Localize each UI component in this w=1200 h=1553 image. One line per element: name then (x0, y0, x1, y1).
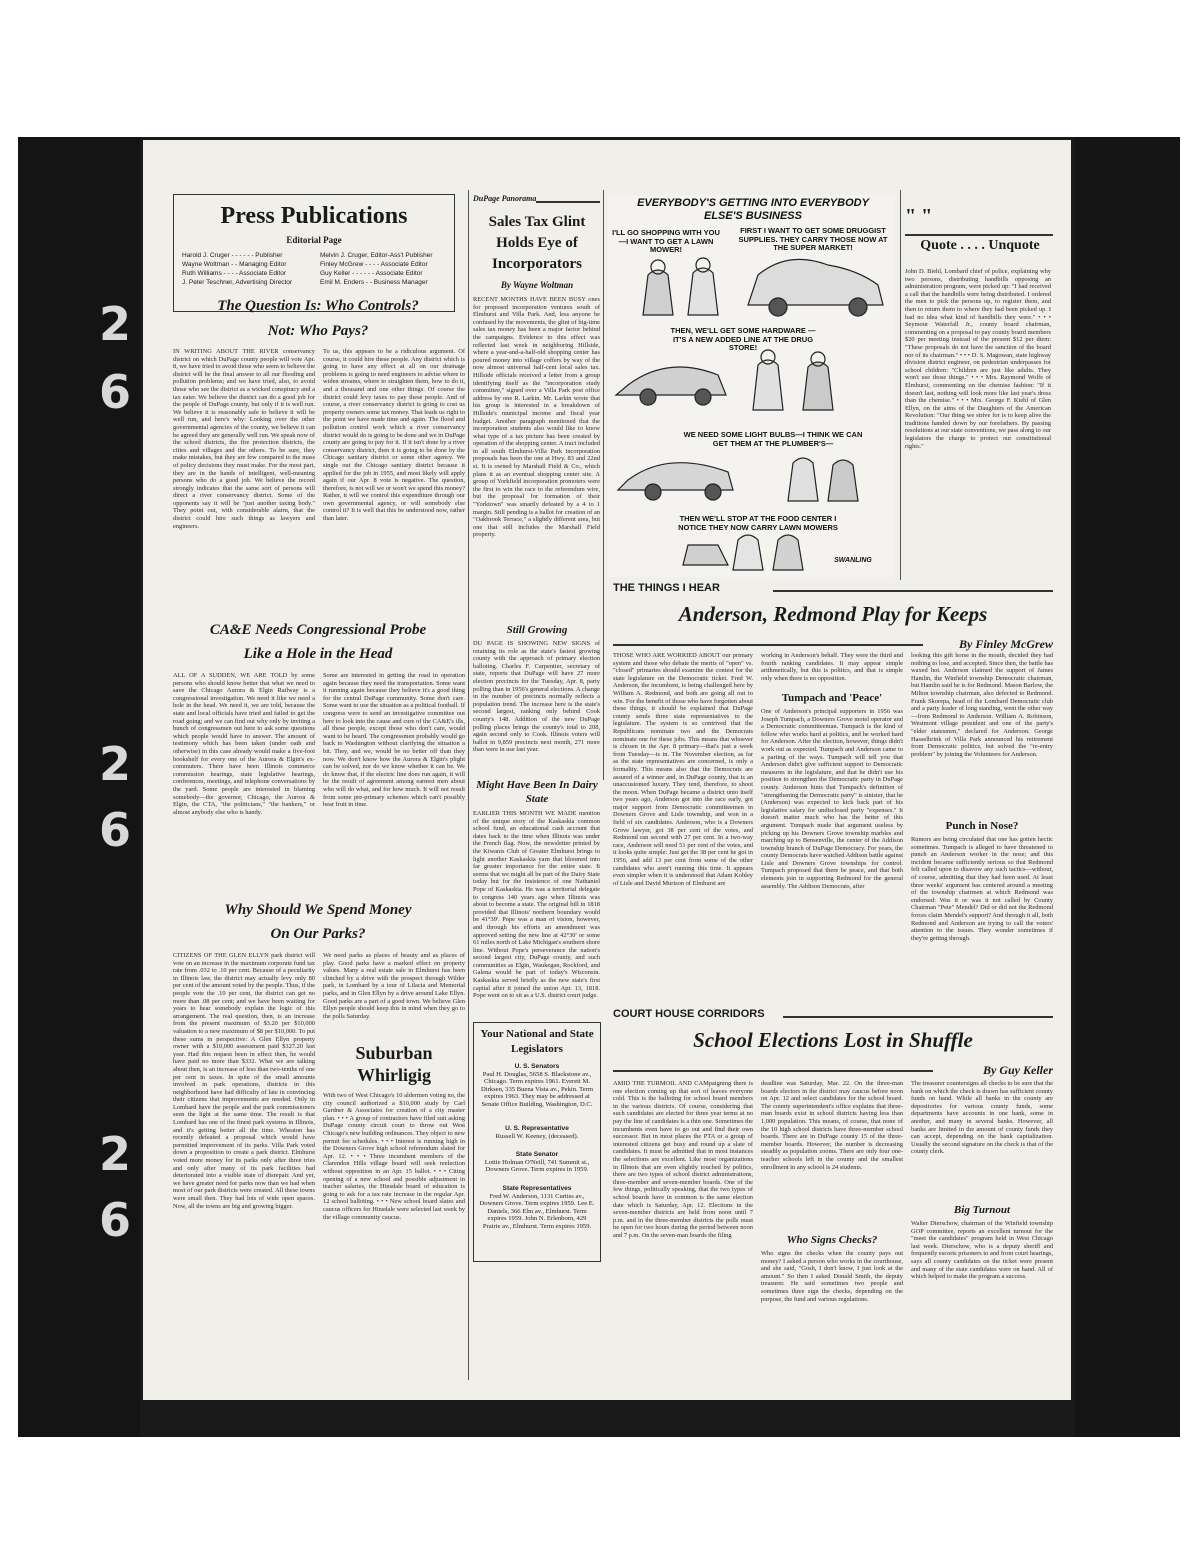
staff-entry: Ruth Williams - - - - Associate Editor (182, 270, 287, 277)
column-text: Walter Dierschow, chairman of the Winfield township GOP committee, reports an excellent turnout for the "meet the candidates" program held in West Chicago last week. Dierschow, who is a deputy sheriff and frequently escorts prisoners to and from court hearings, says all county candidates on the ticket were present and many of the state candidates were on hand. All of which helped to make the program a success. (911, 1220, 1053, 1281)
cartoon-balloon: WE NEED SOME LIGHT BULBS—I THINK WE CAN GET THEM AT THE PLUMBER'S— (683, 430, 863, 448)
editorial-headline: The Question Is: Who Controls? (217, 298, 419, 314)
editorial-headline: On Our Parks? (270, 926, 366, 942)
legislator-section (478, 1151, 596, 1174)
section-label: COURT HOUSE CORRIDORS (613, 1008, 765, 1020)
legislator-heading: U. S. Senators (514, 1063, 560, 1070)
column-text: AMID THE TURMOIL AND CAMpaigning there is one election coming up that sort of leaves everyone cold. This is the balloting for school board members in the various districts. Of course, considering that such candidates are elected for three year terms at no pay the line of candidates is a thin one. Sometimes the incumbents even have to go out and find their own successor. But in most places the PTA or a group of interested citizens get busy and round up a slate of candidates. It must be admitted that in most instances the selections are excellent. Like most organizations in Illinois that are even slightly touched by politics, there are two types of school district administrations, three-member and seven-member boards. One of the few things, politically speaking, that the two types of school boards have in common is the same election date which is Saturday, Apr. 12. Elections in the seven-member districts are held from noon until 7 p.m. and in the three-member districts the polls must be open for two hours during the period between noon and 7 p.m. On the seven-man boards the filing (613, 1080, 753, 1239)
column-headline: School Elections Lost in Shuffle (693, 1028, 973, 1052)
column-rule (900, 190, 901, 580)
whirligig-column: With two of West Chicago's 10 aldermen voting no, the city council authorized a $10,000 study by Carl Gardner & Associates for creation of a city master plan. • • • A group of contractors have filed suit asking DuPage county circuit court to throw out West Chicago's new building ordinances. They object to new permit fee schedules. • • • Interest is running high in the Downers Grove high school referendum slated for Apr. 12. • • • Three incumbent members of the Clarendon Hills village board will seek reelection without opposition in an Apr. 15 ballot. • • • Citing opening of a new school and possible adjustment in teacher salaries, the Hinsdale board of education is going to ask for a tax rate increase in the regular Apr. 12 school balloting. • • • New school board slates and caucus officers for Hinsdale were selected last week by the village community caucus. (323, 1092, 465, 1221)
column-rule (603, 190, 604, 780)
editorial-column: CITIZENS OF THE GLEN ELLYN park district will vote on an increase in the maximum corporate fund tax rate from .032 to .10 per cent. Because of a peculiarity in Illinois law, the district may actually levy only 80 per cent of the amount voted by the people. Thus, if the people vote the .10 per cent, the district can get no more than .08 per cent; and we have been waiting for years to hear somebody explain the logic of this arrangement. The real question, then, is an increase from the present maximum of $3.20 per $10,000 valuation to a new maximum of $8 per $10,000. To put these sums in perspective: A Glen Ellyn property owner with a $10,000 assessment paid $327.20 last year. Had this request been in effect then, he would have paid no more than $332. What we are talking about then, is an increase of less than two-tenths of one per cent in taxes. In spite of the small amounts involved in park operations, districts in this neighborhood have had difficulty of late in convincing their citizens that improvements are needed. Only in Lombard have the people and the park commissioners seen the light at the same time. The result is that Lombard has one of the finest park systems in Illinois, and it's getting better all the time. Wheaton has recently defeated a proposal which would have permitted improvement of its parks. Villa Park voted down a proposition to create a park district. Elmhurst voted more money for its parks only after three tries and only after many of its park facilities had deteriorated into a visible state of disrepair. And yet, we have greater need for parks now than we had when most of our park districts were created. All these towns were small then. They had lots of wide open spaces. Now, all the towns are big and growing bigger. (173, 952, 315, 1210)
legislator-section (478, 1063, 596, 1109)
column-subhead: Tumpach and 'Peace' (781, 692, 883, 704)
panorama-headline: Sales Tax Glint Holds Eye of Incorporators (488, 214, 586, 272)
column-subhead: Big Turnout (953, 1204, 1011, 1216)
cartoon-balloon: FIRST I WANT TO GET SOME DRUGGIST SUPPLIES. THEY CARRY THOSE NOW AT THE SUPER MARKET! (738, 226, 888, 252)
film-strip-right (1075, 137, 1180, 1437)
legislator-heading: State Senator (515, 1151, 559, 1158)
editorial-column: IN WRITING ABOUT THE RIVER conservancy district on which DuPage county people will vote Apr. 8, we have tried to avoid those who seem to believe the district will be the final answer to all our flooding and pollution problems; and we have tried, also, to avoid those who see the district as a wicked conspiracy and a tax eater. We believe the district can do a good job for the people of DuPage county, but only if it is well run. We believe it is reasonably safe to believe it will be well run, and here's why: Looking over the other governmental agencies of the county, we believe it can be agreed they are generally well run. We speak now of the school districts, the fire protection districts, the cities and villages and the others. To be sure, they make mistakes, but they are few compared to the mass of policy decisions they must make. For the most part, they are in the hands of intelligent, well-meaning persons who do a good job. We believe the record strongly indicates that the same sort of persons will direct a river conservancy district. Some of the opponents say it will be "just another taxing body." They point out, with considerable alarm, that the district could hire such things as lawyers and engineers. (173, 348, 315, 530)
rule (773, 590, 1053, 592)
column-rule (468, 190, 469, 1380)
column-byline: By Finley McGrew (959, 637, 1053, 651)
legislator-text: Lottie Holman O'Neill, 741 Summit st., Downers Grove. Term expires in 1959. (484, 1158, 590, 1174)
column-subhead: Punch in Nose? (945, 820, 1019, 832)
staff-entry: Melvin J. Cruger, Editor-Ass't Publisher (320, 252, 433, 259)
staff-entry: J. Peter Teschner, Advertising Director (182, 279, 293, 286)
column-byline: By Guy Keller (983, 1063, 1053, 1077)
legislator-text: Fred W. Anderson, 1131 Curtiss av., Downers Grove. Term expires 1959. Lee E. Daniels, 366 Elm av., Elmhurst. Term expires 1959. John N. Erlenborn, 429 Prairie av., Elmhurst. Term expires 1959. (479, 1192, 595, 1230)
legislator-heading: State Representatives (502, 1185, 572, 1192)
column-text: Rumors are being circulated that one has gotten hectic sometimes. Tumpach is alleged to have threatened to punch an Anderson worker in the nose; and this incident became sufficiently serious so that Redmond felt called upon to disavow any such tactics—without, of course, admitting that they had been used. At least three weeks' argument has centered around a meeting of the township chairmen at which Redmond was endorsed: Was it or was it not called by County Chairman "Pete" Mendel? Did or did not the Redmond forces claim Mendel's support? And through it all, both Redmond and Anderson are trying to call the voters' attention to the issues. They wonder sometimes if they're getting through. (911, 836, 1053, 942)
staff-entry: Emil M. Enders - - Business Manager (320, 279, 428, 286)
panorama-column: DU PAGE IS SHOWING NEW SIGNS of retaining its role as the state's fastest growing county with the approach of primary election balloting. Charles F. Carpentier, secretary of state, reports that DuPage will have 27 more election precincts for the Tuesday, Apr. 8, party polling than in 1956's general elections. A change in the number of precincts normally reflects a population trend. The increase here is the state's second largest, ranking only behind Cook county's 148. Addition of the new DuPage polling places brings the county's total to 208, again second only to Cook. Illinois voters will ballot in 9,859 precincts next month, 271 more than were in use last year. (473, 640, 600, 754)
column-subhead: Who Signs Checks? (786, 1234, 878, 1246)
legislator-heading: U. S. Representative (505, 1125, 569, 1132)
column-text: looking this gift horse in the mouth, decided they had nothing to lose, and accepted. Since then, the battle has waxed hot. Anderson claimed the support of James Hamlin, the Winfield township Democratic chairman, but Hamlin said he is for Redmond. Mason Barlow, the Milton township chairman, also defected to Redmond. Frank Skorepa, head of the Lombard Democratic club and a party leader of long standing, went the other way—from Redmond to Anderson. William A. Robinson, Westmont village president and one of the party's "elder statesmen," declared for Anderson. George Hasselbrink of Villa Park announced his retirement from Democratic politics, but solved the "re-entry problem" by joining the Volunteers for Anderson. (911, 652, 1053, 758)
legislator-text: Russell W. Keeney, (deceased). (495, 1132, 579, 1140)
rule (536, 201, 600, 203)
legislators-box (473, 1022, 601, 1262)
frame-number: 6 (98, 803, 131, 857)
quote-column: John D. Biehl, Lombard chief of police, explaining why two persons, distributing handbills opposing an administration program, were picked up: "I had received a call that the handbills were being distributed. I ordered the men to pick the persons up, to register them, and then to return them to where they had been picked up. I had no idea what kind of handbills they were." • • • Seymour Waterfall Jr., county board chairman, commenting on a proposal to pay county board members $20 per meeting instead of the present $12 per diem: "These proposals do not have the sanction of the board nor of its chairman." • • • D. S. Magowan, state highway division district engineer, on pedestrian underpasses for school children: "Children are just like adults. They won't use those things." • • • Mrs. Raymond Wolfe of Elmhurst, commenting on the chemise fashion: "If it doesn't last, nothing will look more like last year's dress than the chemise." • • • Mrs. George F. Kiehl of Glen Ellyn, on the aims of the Daughters of the American Revolution: "Our thing we strive for is to keep alive the traditions handed down by our forefathers. By passing resolutions at our state conventions, we pass along to our legislators the charge to protect our constitutional rights." (905, 268, 1051, 450)
editorial-headline: Why Should We Spend Money (224, 902, 412, 918)
masthead-title: Press Publications (220, 203, 408, 229)
legislators-title: Your National and State Legislators (480, 1028, 594, 1055)
editorial-headline: CA&E Needs Congressional Probe (209, 622, 427, 638)
column-text: One of Anderson's principal supporters in 1956 was Joseph Tumpach, a Downers Grove motel operator and a Democratic committeeman. Tumpach is the kind of fellow who works hard at politics, and he worked hard for Anderson. After the election, however, things didn't work out as expected. Tumpach and Anderson came to a parting of the ways. Tumpach will tell you that Anderson didn't give sufficient support to Democratic measures in the legislature, and that he didn't use his position to strengthen the Democratic party in DuPage county. Anderson hints that Tumpach's definition of "strengthening the Democratic party" is sinister, that he (Anderson) was expected to kick back part of his legislative salary for undisclosed party "expenses." It doesn't matter much who has the better of this argument. Tumpach made that argument useless by picking up his Downers Grove township marbles and marching up to Bensenville, the center of the Addison township branch of DuPage Democracy. For years, the county Democrats have watched Addison battle against Lisle and Downers Grove townships for control. Tumpach proposed that there be peace, and that both elements join in supporting Redmond for the general assembly. The Addison Democrats, after (761, 708, 903, 890)
whirligig-title: Suburban Whirligig (355, 1043, 433, 1085)
cartoon-balloon: THEN WE'LL STOP AT THE FOOD CENTER I NOTICE THEY NOW CARRY LAWN MOWERS (678, 514, 838, 532)
staff-entry: Finley McGrew - - - - Associate Editor (320, 261, 428, 268)
editorial-column: To us, this appears to be a ridiculous argument. Of course, it could hire these people. Any district which is going to have any effect at all on our drainage problems is going to need engineers to advise where to widen streams, where to straighten them, how to do it, and a thousand and one other things. Of course the district could levy taxes to pay these people. And of course, a river conservancy district is going to cost us property owners some tax money. That leads us right to the point we have made time and again. The flood and pollution control work which a river conservancy district would do is going to be done and we in DuPage county are going to pay for it. If it isn't done by a river conservancy district, then it is going to be done by the Chicago sanitary district or some other agency. We single out the Chicago sanitary district because it applied for the job in 1955, and most likely will apply again if our Apr. 8 vote is negative. The question, therefore, is not will we or won't we spend this money? Rather, it will we control this expenditure through our own governmental agency, or will somebody else control it? It is well that this be understood now, rather than later. (323, 348, 465, 523)
quote-title: Quote . . . . Unquote (920, 238, 1040, 253)
rule (783, 1016, 1053, 1018)
masthead (173, 194, 455, 312)
column-text: The treasurer countersigns all checks to be sure that the bank on which the check is drawn has sufficient county funds on hand. While all banks in the county are depositories for various county funds, some departments have accounts in one bank, some in another, and many in several banks. However, all banks are limited in the amount of county funds they can accept, depending on the bank capitalization. Usually the second signature on the check is that of the county clerk. (911, 1080, 1053, 1156)
panorama-column: RECENT MONTHS HAVE BEEN BUSY ones for proposed incorporation ventures south of Elmhurst and Villa Park. And, less anyone be confused by the movements, the glint of big-time sales tax money has been a major factor behind the campaigns. Evidence to this effect was reflected last week in neighboring Hillside, where a year-and-a-half-old shopping center has poured money into village coffers by way of the now almost universal half-cent local sales tax. Hillside officials received a letter from a group identifying itself as the "incorporation study committee," signed over a Villa Park post office address by one R. Larkin. Mr. Larkin wrote that his group is interested in a breakdown of Hillside's municipal income and fiscal year budget. Another paragraph mentioned that the incorporation students also would like to know what type of a tax picture has been created by operation of the shopping center. A tract included in all south Elmhurst-Villa Park incorporation proposals has been the one at Hwy. 83 and 22nd st. It is owned by Marshall Field & Co., which plans it as an eventual shopping center site. A group of Yorkfield incorporation promoters were the first to win the race to the referendum wire, but the proposal for formation of their "Yorktown" was smartly defeated by a 4 to 1 margin. Still pending is a ballot for creation of an "Oakbrook Terrace," a slightly different area, but one that still includes the Marshall Field property. (473, 296, 600, 539)
cartoon-drawing (608, 195, 895, 577)
editorial-column: Some are interested in getting the road in operation again because they need the transportation. Some want it running again because they believe it's a good thing for the central DuPage community. Some don't care. Some want to use the situation as a political football. If congress were to send an investigative committee out here to look into the cause and cure of the CA&E's ills, all these people, except those who don't care, would want to be heard. The congressmen probably would go back to Washington without clarifying the situation a bit. They, and we, would be no better off than they now. We don't know how the Aurora & Elgin's plight can be solved, nor do we know whether it can be. We do know that, if the electric line does run again, it will be the result of agreement among earnest men about who will do what, and for how much. It will not result from some pre-primary schemes which can't possibly bear fruit in time. (323, 672, 465, 809)
frame-number: 6 (98, 1193, 131, 1247)
legislator-text: Paul H. Douglas, 5658 S. Blackstone av., Chicago. Term expires 1961. Everett M. Dirksen, 335 Buena Vista av., Pekin. Term expires 1963. They may be addressed at Senate Office Building, Washington, D.C. (480, 1070, 593, 1108)
staff-entry: Harold J. Cruger - - - - - - Publisher (182, 252, 283, 259)
frame-number: 2 (98, 297, 131, 351)
masthead-subtitle: Editorial Page (286, 235, 342, 245)
panorama-label: DuPage Panorama (473, 194, 537, 203)
cartoon-title: EVERYBODY'S GETTING INTO EVERYBODY ELSE'S BUSINESS (637, 197, 869, 222)
editorial-cartoon (608, 195, 895, 577)
editorial-headline: Like a Hole in the Head (243, 646, 393, 662)
panorama-byline: By Wayne Woltman (500, 280, 574, 290)
frame-number: 6 (98, 365, 131, 419)
staff-entry: Wayne Woltman - - Managing Editor (182, 261, 287, 268)
legislator-section (478, 1125, 596, 1140)
panorama-column: EARLIER THIS MONTH WE MADE mention of the unique story of the Kaskaskia common school fund, an educational cash account that dates back to the time when Illinois was under the French flag. Now, the newsletter printed by the Kiwanis Club of Greater Elmhurst brings to light another Kaskaskia yarn that bloomed into far greater importance for the entire state. It seems that we might all be part of the Dairy State today but for the insistence of one Nathaniel Pope of Kaskaskia. He was a territorial delegate to congress 140 years ago when Illinois was about to become a state. The original bill in 1818 provided that Illinois' northern boundary would be 41°39'. Pope was a man of vision, however, and through his efforts an amendment was approved setting the new line at 42°30' or some 61 miles north of Lake Michigan's southern shore line. Without Pope's perseverance the nation's second largest city, DuPage county, and such communities as Elgin, Waukegan, Rockford, and Galena would be part of today's Wisconsin. Kaskaskia served briefly as the new state's first capital after it joined the union Apr. 13, 1818. Pope went on to sit as a U.S. district court judge. (473, 810, 600, 1000)
cartoon-balloon: THEN, WE'LL GET SOME HARDWARE —IT'S A NEW ADDED LINE AT THE DRUG STORE! (670, 326, 816, 352)
editorial-column: We need parks as places of beauty and as places of play. Good parks have a marked effect on property values. Many a real estate sale in Elmhurst has been clinched by a drive with the prospect through Wilder park, in Lombard by a tour of Lilacia and Memorial parks, and in Glen Ellyn by a drive around Lake Ellyn. Good parks are a part of a good town. We believe Glen Ellyn people should keep this in mind when they go to the polls Saturday. (323, 952, 465, 1020)
legislator-section (478, 1185, 596, 1231)
quote-marks: " " (905, 205, 933, 227)
panorama-subhead: Might Have Been In Dairy State (476, 779, 598, 805)
frame-number: 2 (98, 737, 131, 791)
section-label: THE THINGS I HEAR (613, 582, 720, 594)
column-text: Who signs the checks when the county pays out money? I asked a person who works in the courthouse, and she said, "Gosh, I don't know, I just look at the amount." So then I asked Donald Smith, the deputy treasurer. He said sometimes two people and sometimes three sign the checks, depending on the purpose, the fund and various regulations. (761, 1250, 903, 1303)
editorial-column: ALL OF A SUDDEN, WE ARE TOLD by some persons who should know better that what we need to save the Chicago Aurora & Elgin Railway is a congressional investigation. We need it like we need a hole in the head. We need it, we are told, because the state and local officials have tried and failed to get the road going; and we can find out why only by inviting a bunch of congressmen out here to ask some questions which people would have to answer. The amount of testimony which has been taken (under oath and otherwise) in this case already would make a five-foot bookshelf for every one of the Aurora & Elgin's ex-commuters. There have been Illinois commerce commission hearings, state legislative hearings, conferences, meetings, and telephone conversations by the yard. Some people are interested in blaming somebody—the governor, Chicago, the Aurora & Elgin, the CTA, "the politicians," "the bankers," or almost anybody else who is handy. (173, 672, 315, 816)
editorial-headline: Not: Who Pays? (267, 323, 369, 339)
cartoon-signature: SWANLING (834, 557, 872, 564)
panorama-subhead: Still Growing (506, 624, 568, 636)
frame-number: 2 (98, 1127, 131, 1181)
column-text: working in Anderson's behalf. They were the third and fourth ranking candidates. It may appear simple arithmetically, but this is politics, and that is simple only when there is no opposition. (761, 652, 903, 682)
rule (613, 1070, 933, 1072)
cartoon-balloon: I'LL GO SHOPPING WITH YOU—I WANT TO GET A LAWN MOWER! (612, 228, 720, 254)
staff-entry: Guy Keller - - - - - - Associate Editor (320, 270, 423, 277)
newspaper-page (143, 140, 1071, 1400)
column-text: THOSE WHO ARE WORRIED ABOUT our primary system and those who debate the merits of "open" vs. "closed" primaries should examine the contest for the state legislature on the Democratic ticket. Fred W. Anderson, the incumbent, is being challenged here by William A. Redmond, and both are going all out to win. For the benefit of those who have forgotten about these things, it should be explained that DuPage county sends three state representatives to the legislature. The system is so contrived that the Republicans nominate two and the Democrats nominate one for these jobs. This means that whoever is chosen in the Apr. 8 primary—that's just a week from Tuesday—is in. The November election, as far as the state representatives are concerned, is only a formality. This means also that the Democrats are assured of a winner and, in DuPage county, that is an unaccustomed luxury. They tend, therefore, to shoot the moon. When DuPage became a district unto itself two years ago, Anderson got into the race early, got major support from Democratic committeemen in Downers Grove and Lisle township, and won in a field of six candidates. Anderson, who is a Downers Grove lawyer, got 38 per cent of the votes, and Redmond ran second with 27 per cent. In a two-way race, Anderson will need 51 per cent of the votes, and it looks quite simple: Just get the 38 per cent he got in 1956, and add 13 per cent from some of the other candidates who aren't running this time. It appears even simpler when it is understood that Adam Kohley of Lisle and David Murison of Elmhurst are (613, 652, 753, 887)
rule (905, 234, 1053, 236)
column-headline: Anderson, Redmond Play for Keeps (678, 602, 988, 626)
column-text: deadline was Saturday, Mar. 22. On the three-man boards electors in the district may caucus before noon on Apr. 12 and select candidates for the school board. The county superintendent's office explains that three-man boards exist in school districts having less than 1,000 population. This means, of course, that none of the 10 high school districts have three-member school boards. There are in DuPage county 15 of the three-member boards. However, the number is decreasing steadily as population zooms. There are only four one-teacher schools left in the county and the smallest enrollment in any school is 24 students. (761, 1080, 903, 1171)
rule (613, 644, 923, 646)
